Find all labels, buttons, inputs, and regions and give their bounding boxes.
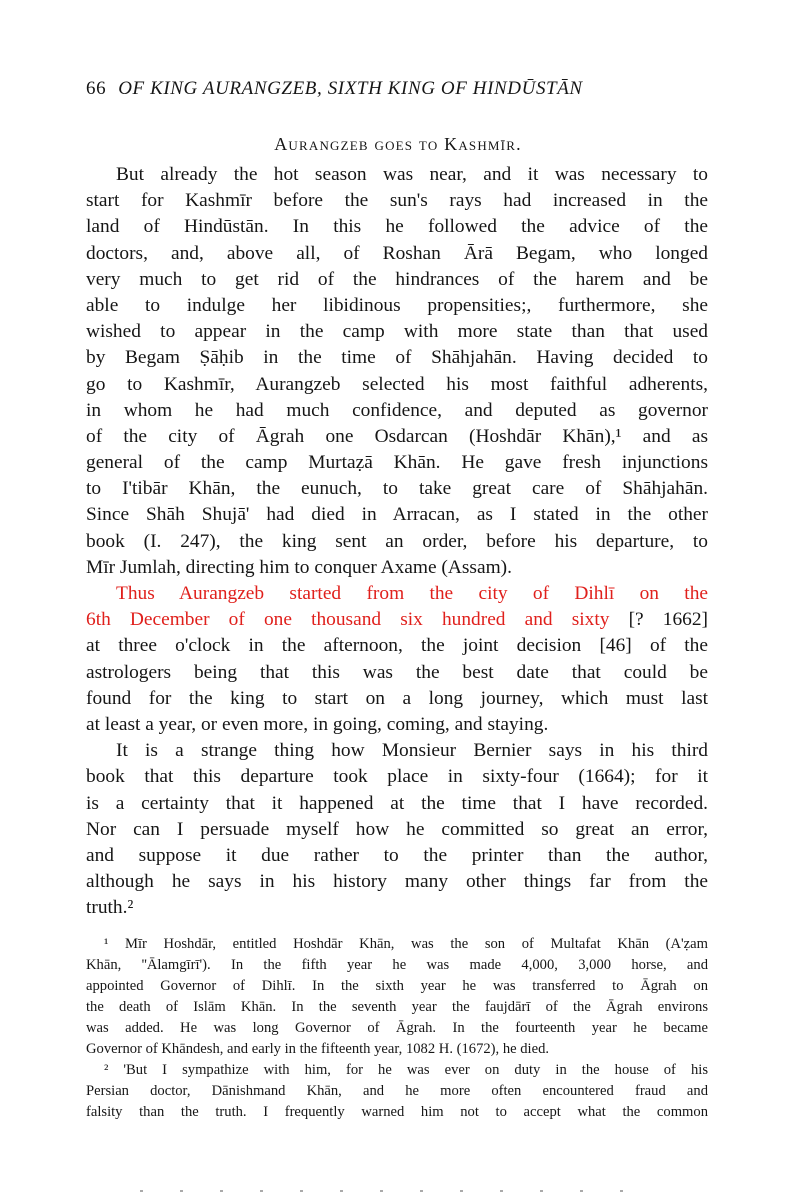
footnote-line: the death of Islām Khān. In the seventh year the faujdārī of the Āgrah environs bbox=[86, 999, 708, 1015]
footnote-line: Khān, ''Ālamgīrī'). In the fifth year he was made 4,000, 3,000 horse, and bbox=[86, 957, 708, 973]
text-line: of the city of Āgrah one Osdarcan (Hoshdār Khān),¹ and as bbox=[86, 425, 708, 447]
text-line: by Begam Ṣāḥib in the time of Shāhjahān. Having decided to bbox=[86, 347, 708, 369]
text-line: Nor can I persuade myself how he committed so great an error, bbox=[86, 818, 708, 840]
text-line: in whom he had much confidence, and deputed as governor bbox=[86, 399, 708, 421]
text-line: But already the hot season was near, and it was necessary to bbox=[116, 164, 708, 185]
text-line: doctors, and, above all, of Roshan Ārā Begam, who longed bbox=[86, 242, 708, 264]
text-line: to I'tibār Khān, the eunuch, to take great care of Shāhjahān. bbox=[86, 478, 708, 500]
highlighted-line: Thus Aurangzeb started from the city of Dihlī on the bbox=[116, 583, 708, 604]
footnote-line: appointed Governor of Dihlī. In the sixth year he was transferred to Āgrah on bbox=[86, 978, 708, 994]
text-line: is a certainty that it happened at the time that I have recorded. bbox=[86, 792, 708, 814]
text-line: go to Kashmīr, Aurangzeb selected his most faithful adherents, bbox=[86, 373, 708, 395]
bracketed-date: [? 1662] bbox=[609, 609, 708, 631]
text-line: although he says in his history many other things far from the bbox=[86, 871, 708, 893]
text-line: at least a year, or even more, in going, coming, and staying. bbox=[86, 713, 549, 735]
text-line: and suppose it due rather to the printer than the author, bbox=[86, 844, 708, 866]
text-line: Mīr Jumlah, directing him to conquer Axame (Assam). bbox=[86, 556, 512, 578]
text-line: Since Shāh Shujā' had died in Arracan, as I stated in the other bbox=[86, 504, 708, 526]
footnote-line: ² 'But I sympathize with him, for he was ever on duty in the house of his bbox=[104, 1062, 708, 1078]
scan-artifact bbox=[140, 1190, 660, 1192]
text-line: land of Hindūstān. In this he followed the advice of the bbox=[86, 216, 708, 238]
text-line: It is a strange thing how Monsieur Bernier says in his third bbox=[116, 740, 708, 762]
footnote-line: Persian doctor, Dānishmand Khān, and he more often encountered fraud and bbox=[86, 1083, 708, 1099]
text-line: very much to get rid of the hindrances of the harem and be bbox=[86, 268, 708, 290]
text-line: book that this departure took place in sixty-four (1664); for it bbox=[86, 766, 708, 788]
text-line-mixed bbox=[86, 607, 708, 633]
section-title: Aurangzeb goes to Kashmīr. bbox=[274, 134, 522, 154]
footnotes bbox=[86, 934, 708, 1123]
footnote-line: was added. He was long Governor of Āgrah. In the fourteenth year he became bbox=[86, 1020, 708, 1036]
main-text bbox=[86, 162, 708, 921]
running-title: OF KING AURANGZEB, SIXTH KING OF HINDŪSTĀN bbox=[118, 78, 583, 99]
text-line: book (I. 247), the king sent an order, before his departure, to bbox=[86, 530, 708, 552]
running-header bbox=[86, 78, 726, 100]
text-line: able to indulge her libidinous propensities;, furthermore, she bbox=[86, 294, 708, 316]
page-number: 66 bbox=[86, 78, 107, 99]
footnote-line: falsity than the truth. I frequently warned him not to accept what the common bbox=[86, 1104, 708, 1120]
text-line: truth.² bbox=[86, 897, 134, 919]
footnote-line: ¹ Mīr Hoshdār, entitled Hoshdār Khān, was the son of Multafat Khān (A'ẓam bbox=[104, 936, 708, 952]
highlighted-text: 6th December of one thousand six hundred and sixty bbox=[86, 609, 610, 631]
text-line: general of the camp Murtaẓā Khān. He gave fresh injunctions bbox=[86, 452, 708, 474]
text-line: astrologers being that this was the best date that could be bbox=[86, 661, 708, 683]
text-line: wished to appear in the camp with more state than that used bbox=[86, 321, 708, 343]
text-line: at three o'clock in the afternoon, the joint decision [46] of the bbox=[86, 635, 708, 657]
text-line: found for the king to start on a long journey, which must last bbox=[86, 687, 708, 709]
text-line: start for Kashmīr before the sun's rays had increased in the bbox=[86, 190, 708, 212]
footnote-line: Governor of Khāndesh, and early in the fifteenth year, 1082 H. (1672), he died. bbox=[86, 1041, 550, 1057]
